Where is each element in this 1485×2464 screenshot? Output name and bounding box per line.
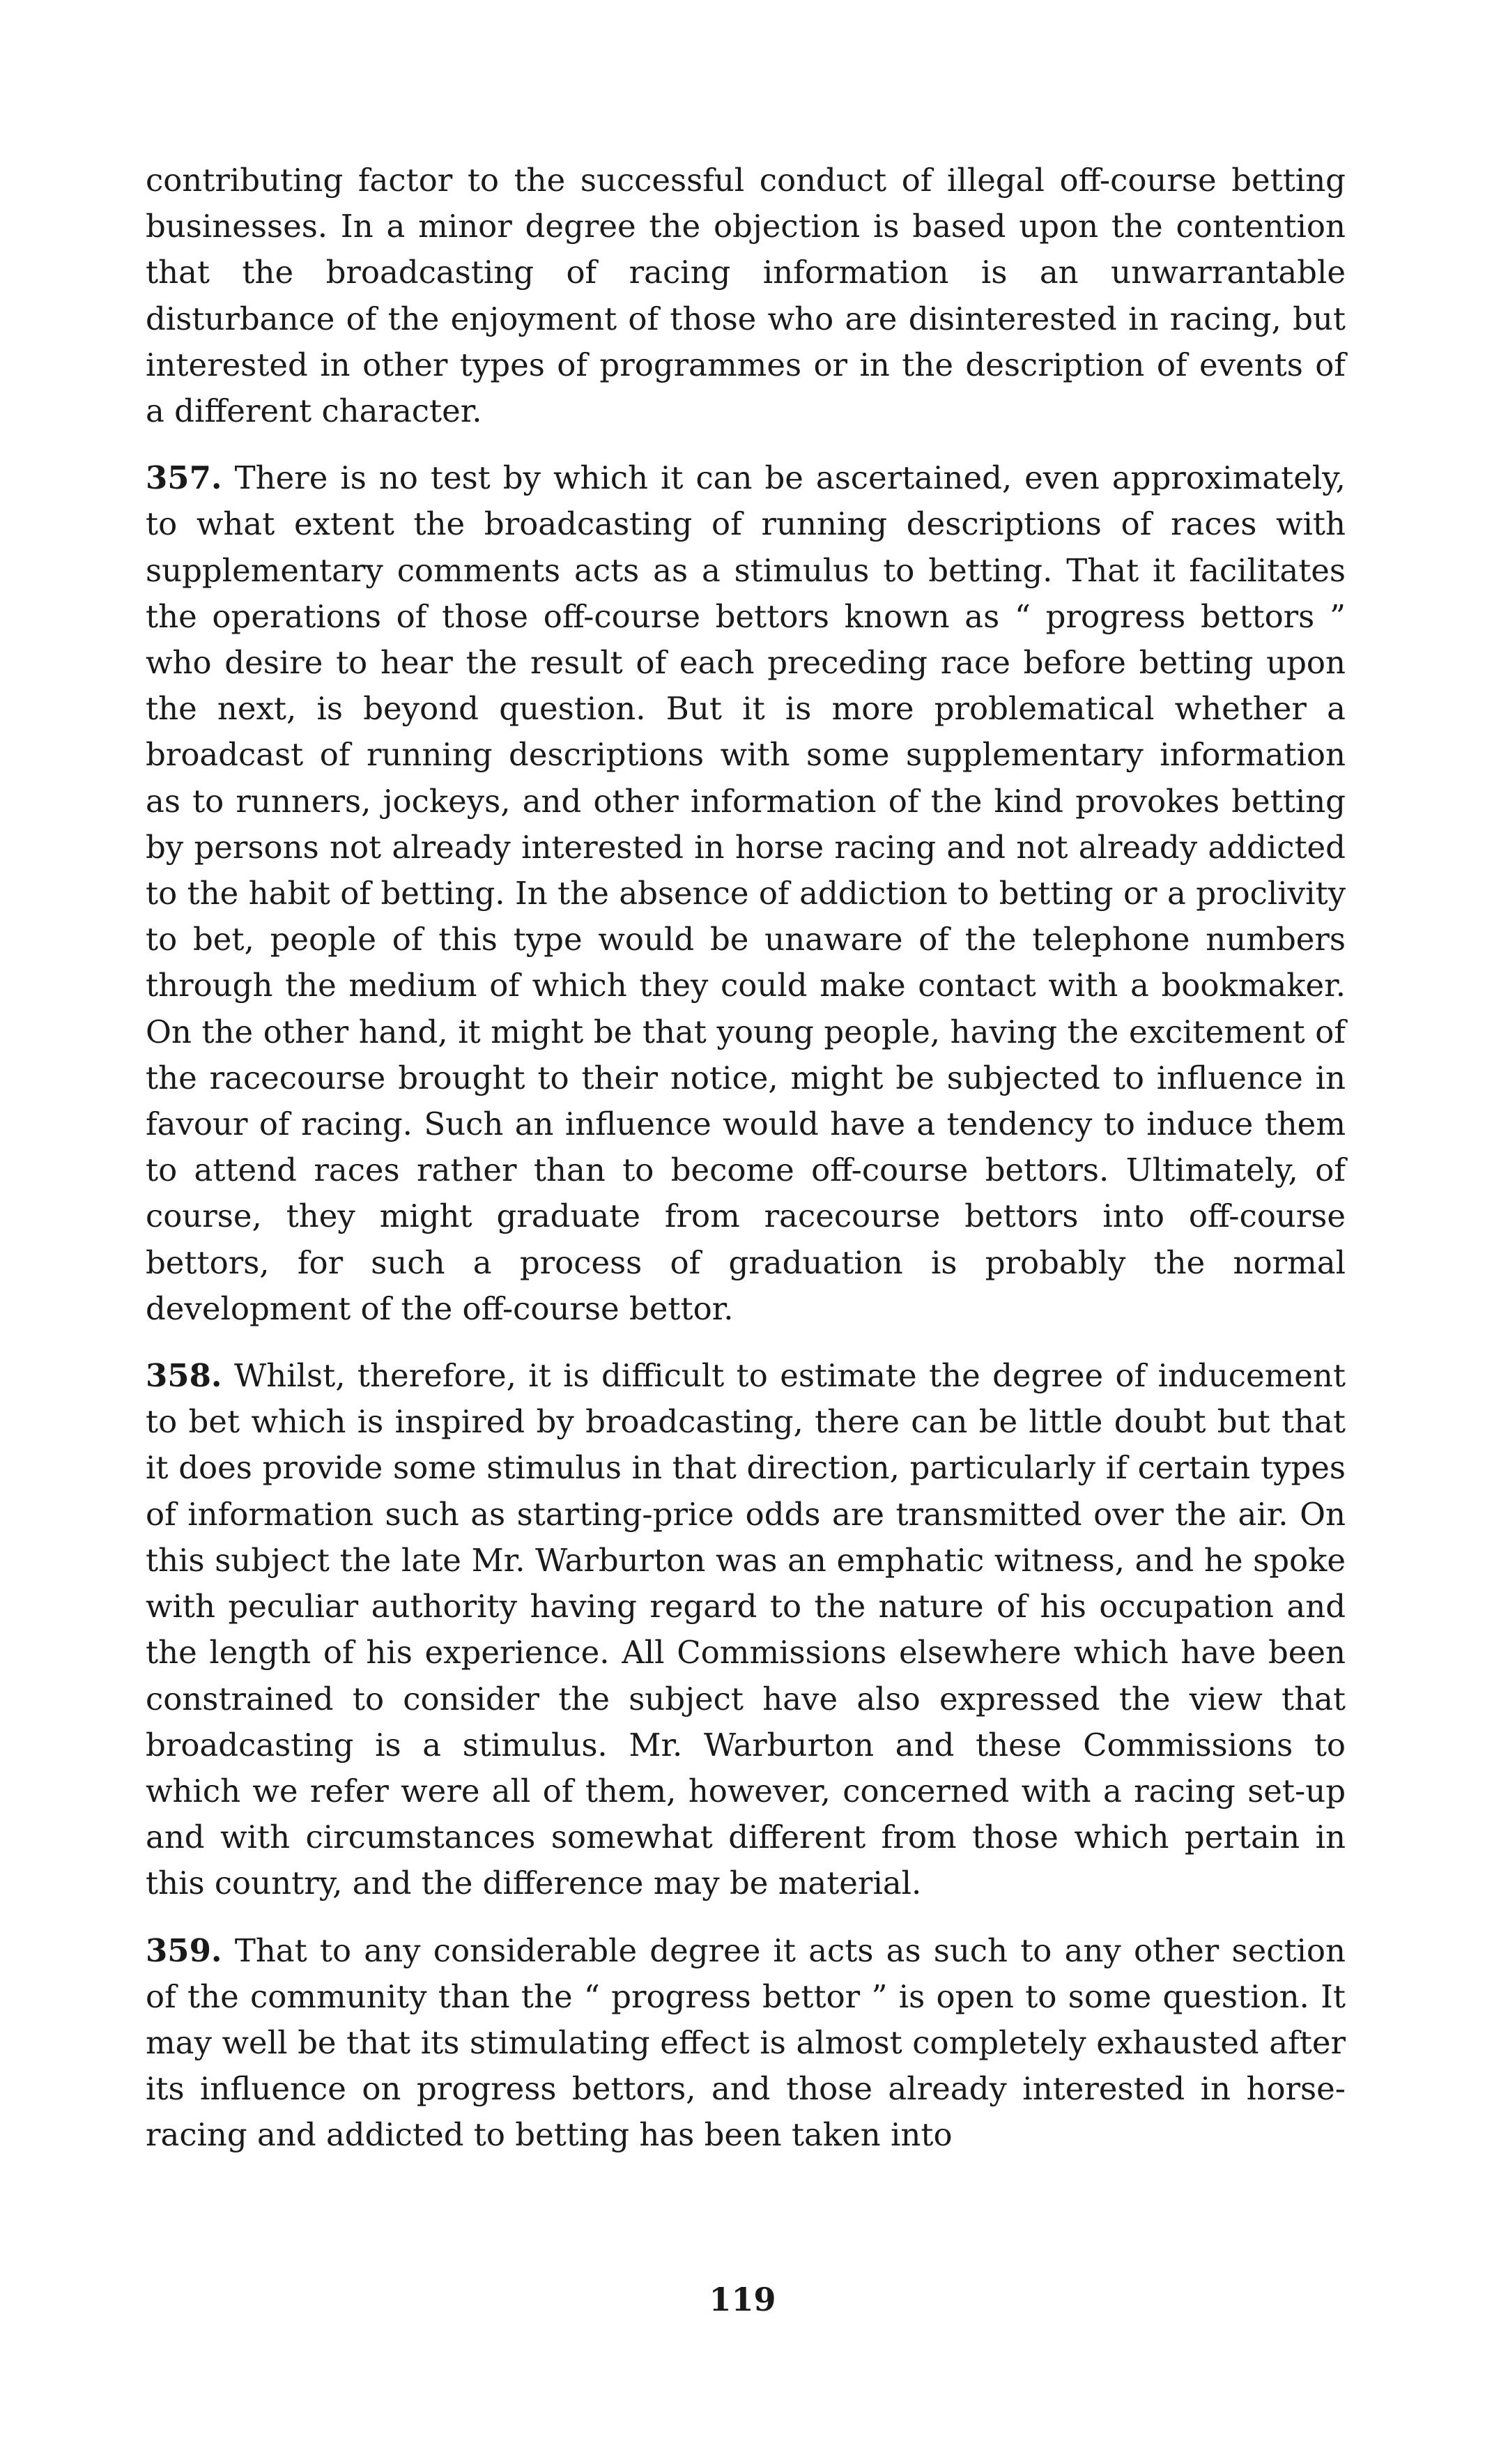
paragraph-text: Whilst, therefore, it is difficult to estimate the degree of inducement to bet which is inspired by broadcasting, there can be little doubt but that it does provide some stimulus in that direction, particularly if certain types of information such as starting-price odds are transmitted over the air. On this subject the late Mr. Warburton was an emphatic witness, and he spoke with peculiar authority having regard to the nature of his occupation and the length of his experience. All Commissions elsewhere which have been constrained to consider the subject have also expressed the view that broadcasting is a stimulus. Mr. Warburton and these Commissions to which we refer were all of them, however, concerned with a racing set-up and with circumstances somewhat different from those which pertain in this country, and the difference may be material.: [146, 1357, 1346, 1902]
paragraph-359: [146, 1928, 1346, 2159]
paragraph-number: 358.: [146, 1357, 222, 1395]
page-number: 119: [709, 2281, 776, 2318]
paragraph-358: [146, 1353, 1346, 1906]
paragraph-number: 359.: [146, 1931, 222, 1969]
body-text: [146, 158, 1346, 2159]
paragraph-text: There is no test by which it can be ascertained, even approximately, to what extent the broadcasting of running descriptions of races with supplementary comments acts as a stimulus to betting. That it facilitates the operations of those off-course bettors known as “ progress bettors ” who desire to hear the result of each preceding race before betting upon the next, is beyond question. But it is more problematical whether a broadcast of running descriptions with some supplementary information as to runners, jockeys, and other information of the kind provokes betting by persons not already interested in horse racing and not already addicted to the habit of betting. In the absence of addiction to betting or a proclivity to bet, people of this type would be unaware of the telephone numbers through the medium of which they could make contact with a bookmaker. On the other hand, it might be that young people, having the excitement of the racecourse brought to their notice, might be subjected to influence in favour of racing. Such an influence would have a tendency to induce them to attend races rather than to become off-course bettors. Ultimately, of course, they might graduate from racecourse bettors into off-course bettors, for such a process of graduation is probably the normal development of the off-course bettor.: [146, 459, 1346, 1327]
paragraph-357: [146, 455, 1346, 1332]
paragraph-text: That to any considerable degree it acts as such to any other section of the community than the “ progress bettor ” is open to some question. It may well be that its stimulating effect is almost completely exhausted after its influence on progress bettors, and those already interested in horse-racing and addicted to betting has been taken into: [146, 1931, 1346, 2154]
paragraph-text: contributing factor to the successful conduct of illegal off-course betting businesses. In a minor degree the objection is based upon the contention that the broadcasting of racing information is an unwarrantable disturbance of the enjoyment of those who are disinterested in racing, but interested in other types of programmes or in the description of events of a different character.: [146, 162, 1346, 430]
paragraph-number: 357.: [146, 459, 222, 497]
paragraph-continued: [146, 158, 1346, 434]
